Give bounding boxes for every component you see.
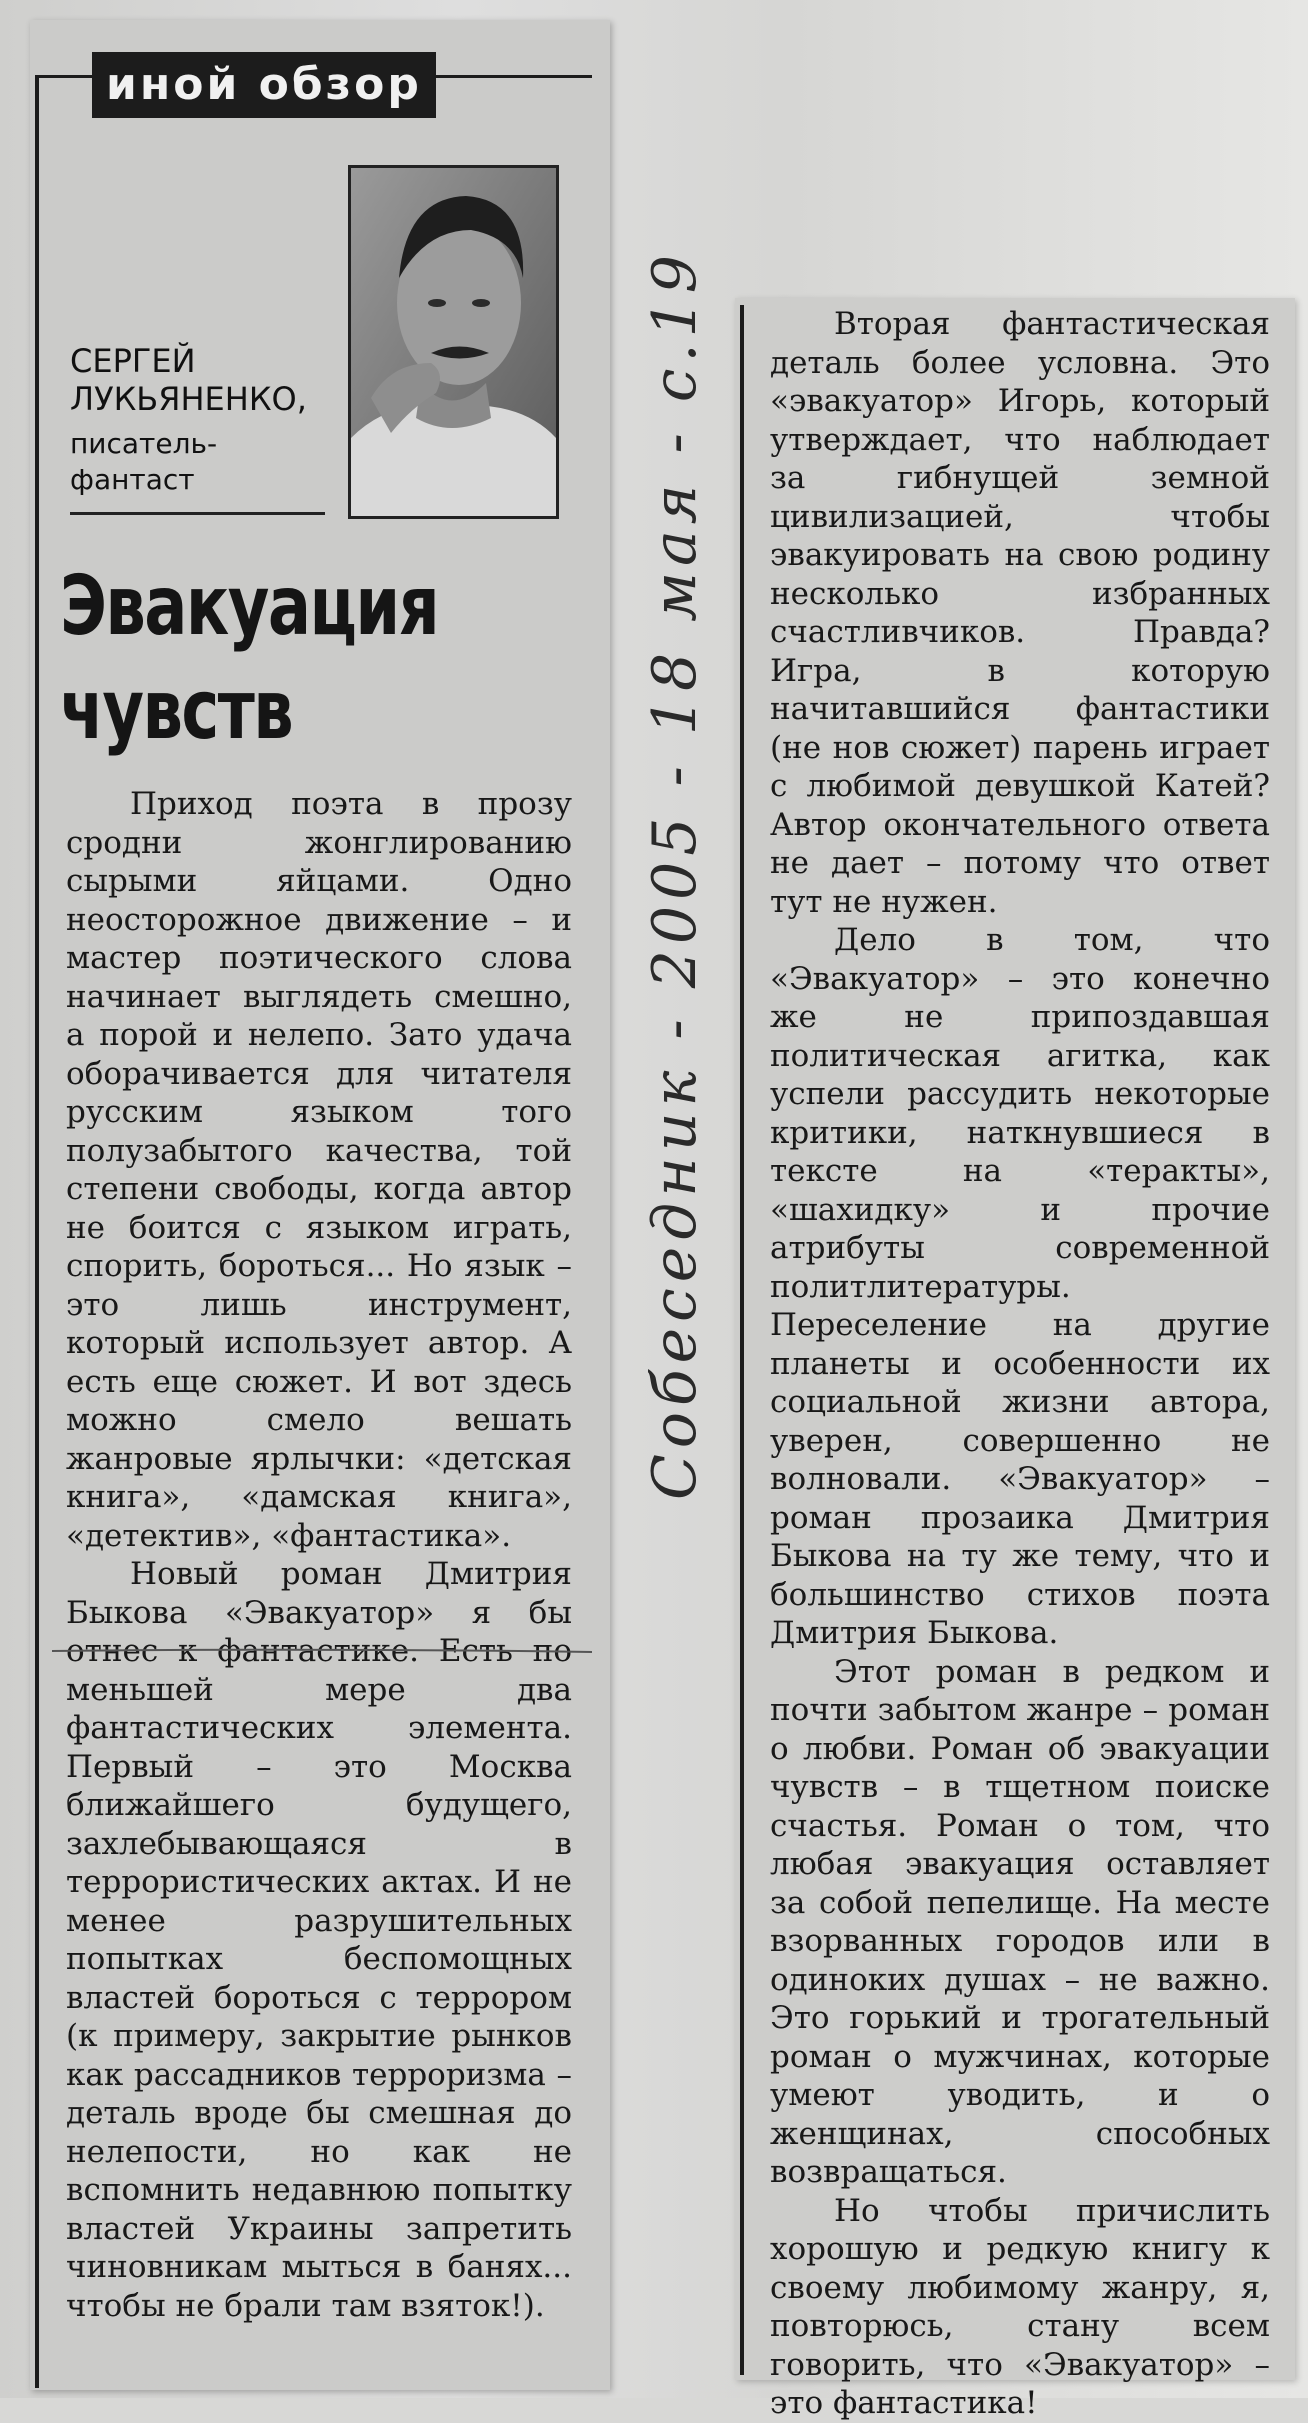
headline-line2: чувств bbox=[60, 663, 293, 758]
paragraph: Но чтобы причислить хорошую и редкую книгу к своему любимому жанру, я, повторюсь, стану всем говорить, что «Эвакуатор» – это фантастика! bbox=[770, 2192, 1270, 2421]
author-role bbox=[70, 426, 310, 498]
author-photo bbox=[348, 165, 559, 519]
author-role-line2: фантаст bbox=[70, 463, 195, 496]
headline bbox=[60, 555, 466, 763]
paragraph: Этот роман в редком и почти забытом жанре – роман о любви. Роман об эвакуации чувств – в тщетном поиске счастья. Роман о том, что любая эвакуация оставляет за собой пепелище. На месте взорванных городов или в одиноких душах – не важно. Это горький и трогательный роман о мужчинах, которые умеют уводить, и о женщинах, способных возвращаться. bbox=[770, 1653, 1270, 2190]
author-role-line1: писатель- bbox=[70, 427, 218, 460]
author-name bbox=[70, 342, 360, 418]
author-portrait-image bbox=[351, 168, 556, 516]
paragraph: Новый роман Дмитрия Быкова «Эвакуатор» я бы отнес к фантастике. Есть по меньшей мере два фантастических элемента. Первый – это Москва ближайшего будущего, захлебывающаяся в террористических актах. И не менее разрушительных попытках беспомощных властей бороться с террором (к примеру, закрытие рынков как рассадников терроризма – деталь вроде бы смешная до нелепости, но как не вспомнить недавнюю попытку властей Украины запретить чиновникам мыться в банях... чтобы не брали там взяток!). bbox=[66, 1556, 572, 2324]
author-name-line1: СЕРГЕЙ bbox=[70, 342, 196, 380]
article-column-1 bbox=[66, 785, 572, 2325]
rubric-label: иной обзор bbox=[92, 52, 436, 118]
pen-underline-mark bbox=[52, 1648, 592, 1654]
author-name-line2: ЛУКЬЯНЕНКО, bbox=[70, 380, 307, 418]
paragraph: Дело в том, что «Эвакуатор» – это конечно же не припоздавшая политическая агитка, как успели рассудить некоторые критики, наткнувшиеся в тексте на «теракты», «шахидку» и прочие атрибуты современной политлитературы. Переселение на другие планеты и особенности их социальной жизни автора, уверен, совершенно не волновали. «Эвакуатор» – роман прозаика Дмитрия Быкова на ту же тему, что и большинство стихов поэта Дмитрия Быкова. bbox=[770, 922, 1270, 1651]
author-divider bbox=[70, 512, 325, 515]
paragraph: Вторая фантастическая деталь более условна. Это «эвакуатор» Игорь, который утверждает, что наблюдает за гибнущей земной цивилизацией, чтобы эвакуировать на свою родину несколько избранных счастливчиков. Правда? Игра, в которую начитавшийся фантастики (не нов сюжет) парень играет с любимой девушкой Катей? Автор окончательного ответа не дает – потому что ответ тут не нужен. bbox=[770, 306, 1270, 920]
paragraph: Приход поэта в прозу сродни жонглированию сырыми яйцами. Одно неосторожное движение – и мастер поэтического слова начинает выглядеть смешно, а порой и нелепо. Зато удача оборачивается для читателя русским языком того полузабытого качества, той степени свободы, когда автор не боится с языком играть, спорить, бороться... Но язык – это лишь инструмент, который использует автор. А есть еще сюжет. И вот здесь можно смело вешать жанровые ярлычки: «детская книга», «дамская книга», «детектив», «фантастика». bbox=[66, 786, 572, 1554]
handwritten-source-note: Собеседник - 2005 - 18 мая - с.19 bbox=[640, 249, 710, 1500]
article-column-2 bbox=[770, 305, 1270, 2423]
headline-line1: Эвакуация bbox=[60, 559, 439, 654]
